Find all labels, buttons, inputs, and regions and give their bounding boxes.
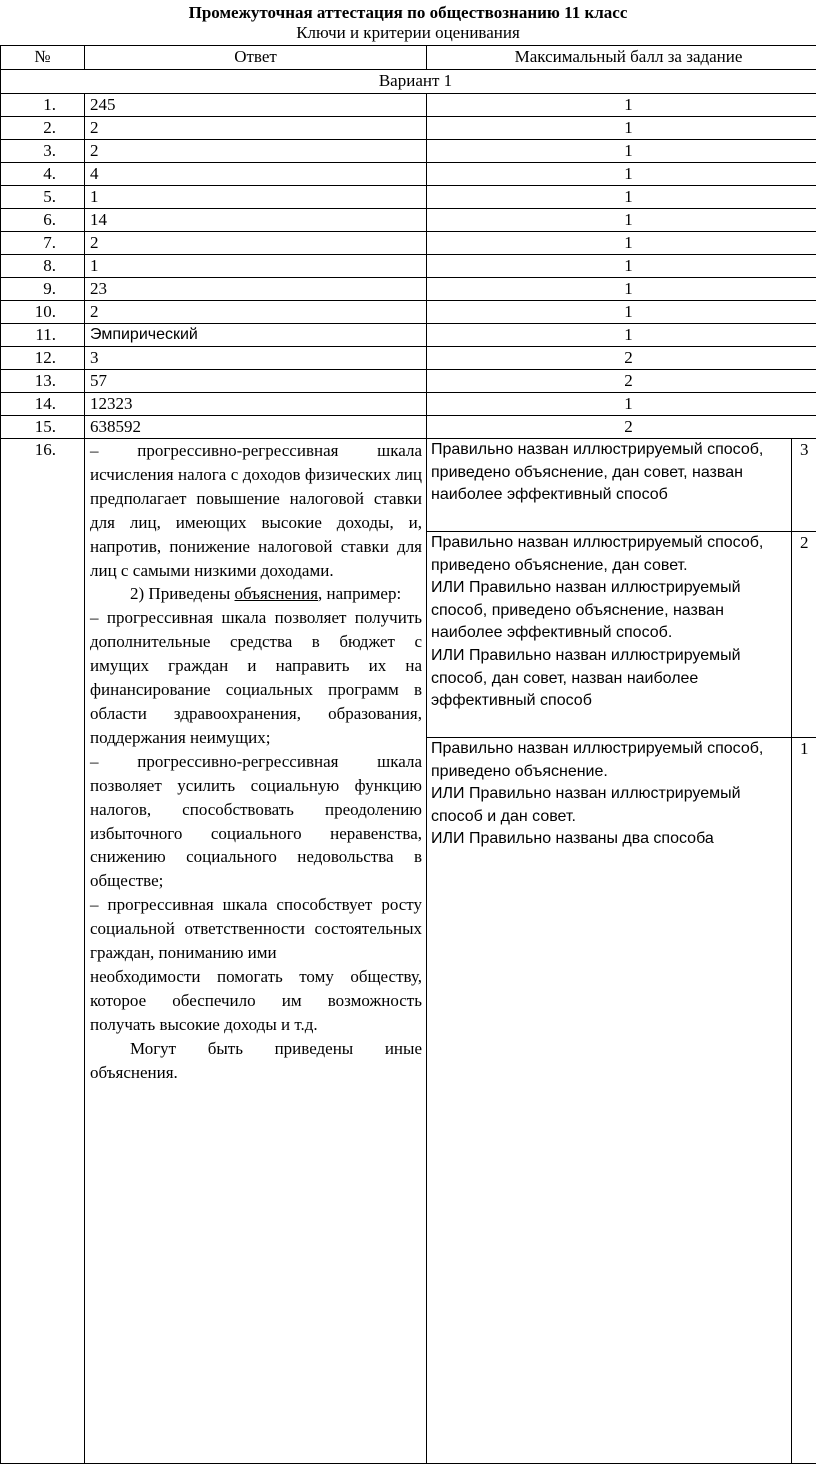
page-subtitle: Ключи и критерии оценивания [0,23,816,43]
answer-paragraph: – прогрессивная шкала позволяет получить дополнительные средства в бюджет с имущих граждан и направить их на финансирование социальных программ в области здравоохранения, образования, поддержания неимущих; [90,606,422,749]
row-answer: 4 [85,163,427,186]
criterion-line: ИЛИ Правильно назван иллюстрируемый способ, приведено объяснение, назван наиболее эффективный способ. [431,577,787,645]
row-answer: 14 [85,209,427,232]
row-max-score: 1 [427,94,816,117]
header-row [1,46,816,70]
table-row [1,278,816,301]
row-answer: 1 [85,186,427,209]
row-max-score: 2 [427,416,816,439]
criterion-line: Правильно назван иллюстрируемый способ, приведено объяснение, дан совет. [431,532,787,577]
row-max-score: 1 [427,301,816,324]
table-row [1,255,816,278]
row-number: 3. [1,140,85,163]
answer-paragraph: Могут быть приведены иные объяснения. [90,1037,422,1085]
criterion-line: ИЛИ Правильно названы два способа [431,828,787,851]
row-max-score: 1 [427,163,816,186]
row-max-score: 1 [427,117,816,140]
row-answer: 2 [85,301,427,324]
variant-row [1,70,816,94]
row-answer: 638592 [85,416,427,439]
criterion-2-points: 2 [792,532,816,738]
row-number: 10. [1,301,85,324]
underlined-word: объяснения [235,584,319,603]
answer-paragraph: – прогрессивная шкала способствует росту социальной ответственности состоятельных граждан, пониманию ими [90,893,422,965]
table-row [1,301,816,324]
row-answer: 2 [85,232,427,255]
row-number: 16. [1,439,85,1464]
answer-paragraph: 2) Приведены объяснения, например: [90,582,422,606]
row-answer: 12323 [85,393,427,416]
row-number: 8. [1,255,85,278]
row-number: 11. [1,324,85,347]
answer-paragraph: необходимости помогать тому обществу, которое обеспечило им возможность получать высокие доходы и т.д. [90,965,422,1037]
row-number: 7. [1,232,85,255]
criterion-1-points: 3 [792,439,816,532]
row-number: 14. [1,393,85,416]
row-answer: Эмпирический [85,324,427,347]
table-row [1,324,816,347]
criterion-3 [427,738,792,1464]
task16-answer [85,439,427,1464]
row-number: 2. [1,117,85,140]
table-row [1,163,816,186]
table-row [1,117,816,140]
page-title: Промежуточная аттестация по обществознанию 11 класс [0,3,816,23]
task16-row [1,439,816,532]
row-number: 9. [1,278,85,301]
table-row [1,140,816,163]
table-row [1,347,816,370]
row-number: 1. [1,94,85,117]
row-answer: 3 [85,347,427,370]
column-header-max-score: Максимальный балл за задание [427,46,816,70]
row-number: 6. [1,209,85,232]
table-row [1,370,816,393]
criterion-line: ИЛИ Правильно назван иллюстрируемый способ и дан совет. [431,783,787,828]
criterion-3-points: 1 [792,738,816,1464]
row-number: 4. [1,163,85,186]
criterion-line: Правильно назван иллюстрируемый способ, приведено объяснение, дан совет, назван наиболее эффективный способ [431,439,787,507]
criterion-line: Правильно назван иллюстрируемый способ, приведено объяснение. [431,738,787,783]
table-row [1,393,816,416]
answer-key-table [0,45,816,1464]
variant-label: Вариант 1 [1,70,816,94]
row-answer: 2 [85,117,427,140]
answer-paragraph: – прогрессивно-регрессивная шкала исчисления налога с доходов физических лиц предполагает повышение налоговой ставки для лиц, имеющих высокие доходы, и, напротив, понижение налоговой ставки для лиц с самыми низкими доходами. [90,439,422,582]
answer-paragraph: – прогрессивно-регрессивная шкала позволяет усилить социальную функцию налогов, способствовать преодолению избыточного социального неравенства, снижению социального недовольства в обществе; [90,750,422,893]
row-answer: 245 [85,94,427,117]
table-row [1,94,816,117]
row-number: 5. [1,186,85,209]
row-max-score: 1 [427,324,816,347]
row-max-score: 1 [427,209,816,232]
row-max-score: 2 [427,347,816,370]
row-max-score: 1 [427,232,816,255]
table-row [1,209,816,232]
row-max-score: 1 [427,255,816,278]
row-number: 15. [1,416,85,439]
table-row [1,416,816,439]
criterion-2 [427,532,792,738]
row-max-score: 1 [427,140,816,163]
criterion-1 [427,439,792,532]
row-answer: 23 [85,278,427,301]
row-max-score: 1 [427,278,816,301]
row-answer: 1 [85,255,427,278]
row-max-score: 2 [427,370,816,393]
row-max-score: 1 [427,186,816,209]
row-number: 12. [1,347,85,370]
column-header-answer: Ответ [85,46,427,70]
table-row [1,186,816,209]
row-number: 13. [1,370,85,393]
row-max-score: 1 [427,393,816,416]
criterion-line: ИЛИ Правильно назван иллюстрируемый способ, дан совет, назван наиболее эффективный способ [431,645,787,713]
column-header-number: № [1,46,85,70]
row-answer: 57 [85,370,427,393]
table-row [1,232,816,255]
row-answer: 2 [85,140,427,163]
